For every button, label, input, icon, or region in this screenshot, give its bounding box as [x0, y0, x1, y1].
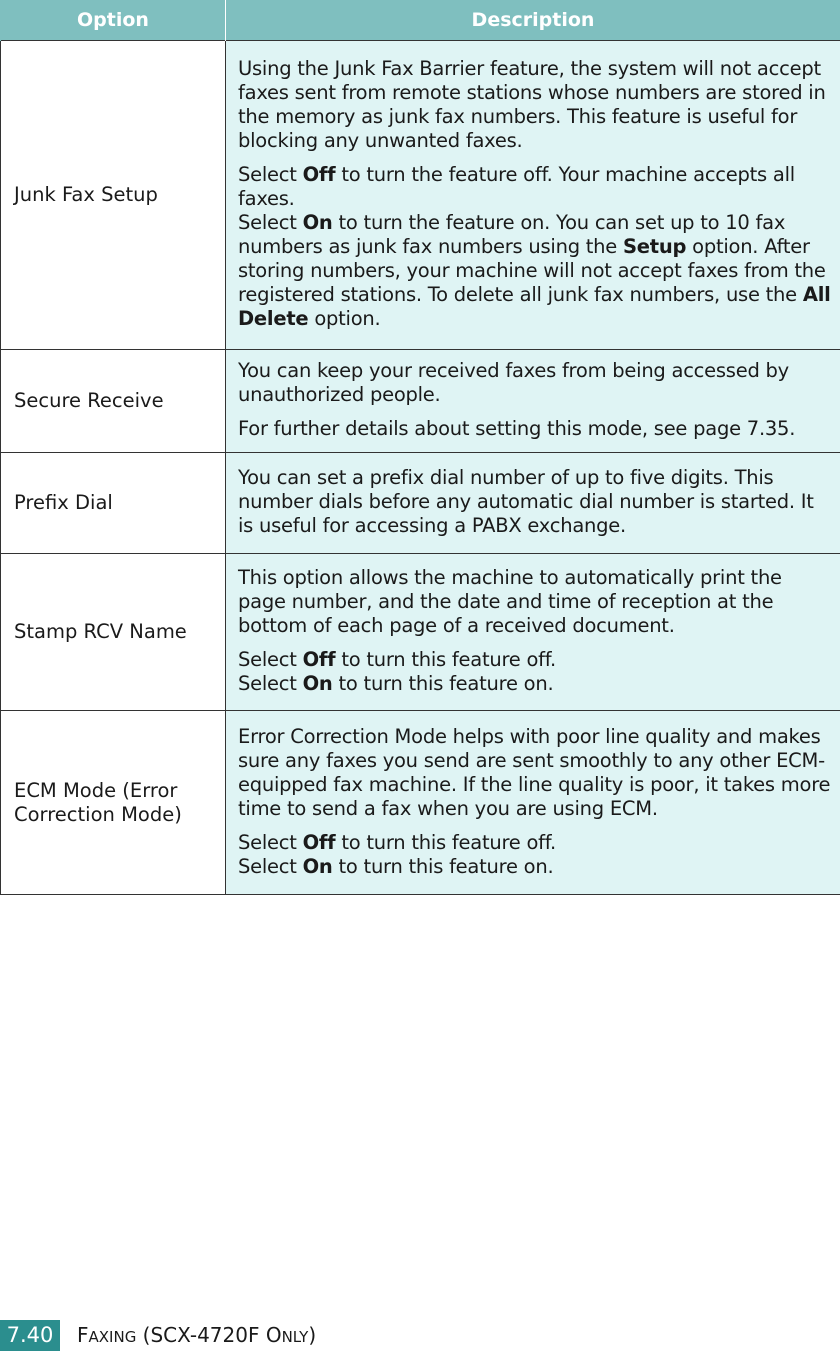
- table-header-row: [1, 0, 840, 41]
- table-row: [1, 711, 840, 895]
- table-row: [1, 453, 840, 554]
- keyword-off: Off: [303, 163, 336, 186]
- option-cell: Secure Receive: [1, 350, 226, 453]
- table-row: [1, 41, 840, 350]
- description-paragraph: Select Off to turn this feature off. Select On to turn this feature on.: [238, 831, 834, 879]
- keyword-all-delete: All Delete: [238, 283, 831, 330]
- keyword-on: On: [303, 855, 333, 878]
- keyword-off: Off: [303, 648, 336, 671]
- description-paragraph: Using the Junk Fax Barrier feature, the system will not accept faxes sent from remote stations whose numbers are stored in the memory as junk fax numbers. This feature is useful for blocking any unwanted faxes.: [238, 57, 834, 153]
- header-option: Option: [1, 0, 226, 41]
- description-cell: [226, 453, 840, 554]
- description-cell: [226, 350, 840, 453]
- option-cell: Junk Fax Setup: [1, 41, 226, 350]
- description-paragraph: Error Correction Mode helps with poor line quality and makes sure any faxes you send are sent smoothly to any other ECM-equipped fax machine. If the line quality is poor, it takes more time to send a fax when you are using ECM.: [238, 725, 834, 821]
- description-cell: [226, 554, 840, 711]
- option-cell: ECM Mode (Error Correction Mode): [1, 711, 226, 895]
- description-cell: [226, 41, 840, 350]
- page-footer: [0, 1320, 840, 1351]
- keyword-on: On: [303, 672, 333, 695]
- description-paragraph: You can keep your received faxes from being accessed by unauthorized people.: [238, 359, 834, 407]
- keyword-setup: Setup: [623, 235, 686, 258]
- option-cell: Stamp RCV Name: [1, 554, 226, 711]
- description-paragraph: You can set a prefix dial number of up to five digits. This number dials before any automatic dial number is started. It is useful for accessing a PABX exchange.: [238, 466, 834, 538]
- keyword-off: Off: [303, 831, 336, 854]
- description-paragraph: For further details about setting this mode, see page 7.35.: [238, 417, 834, 441]
- keyword-on: On: [303, 211, 333, 234]
- option-cell: Prefix Dial: [1, 453, 226, 554]
- description-cell: [226, 711, 840, 895]
- table-row: [1, 350, 840, 453]
- page-number-badge: 7.40: [0, 1320, 60, 1351]
- description-paragraph: Select Off to turn the feature off. Your machine accepts all faxes. Select On to turn the feature on. You can set up to 10 fax numbers as junk fax numbers using the Setup option. After storing numbers, your machine will not accept faxes from the registered stations. To delete all junk fax numbers, use the All Delete option.: [238, 163, 834, 331]
- table-row: [1, 554, 840, 711]
- chapter-title: FAXING (SCX-4720F ONLY): [77, 1320, 316, 1351]
- description-paragraph: Select Off to turn this feature off. Select On to turn this feature on.: [238, 648, 834, 696]
- description-paragraph: This option allows the machine to automatically print the page number, and the date and time of reception at the bottom of each page of a received document.: [238, 566, 834, 638]
- header-description: Description: [226, 0, 840, 41]
